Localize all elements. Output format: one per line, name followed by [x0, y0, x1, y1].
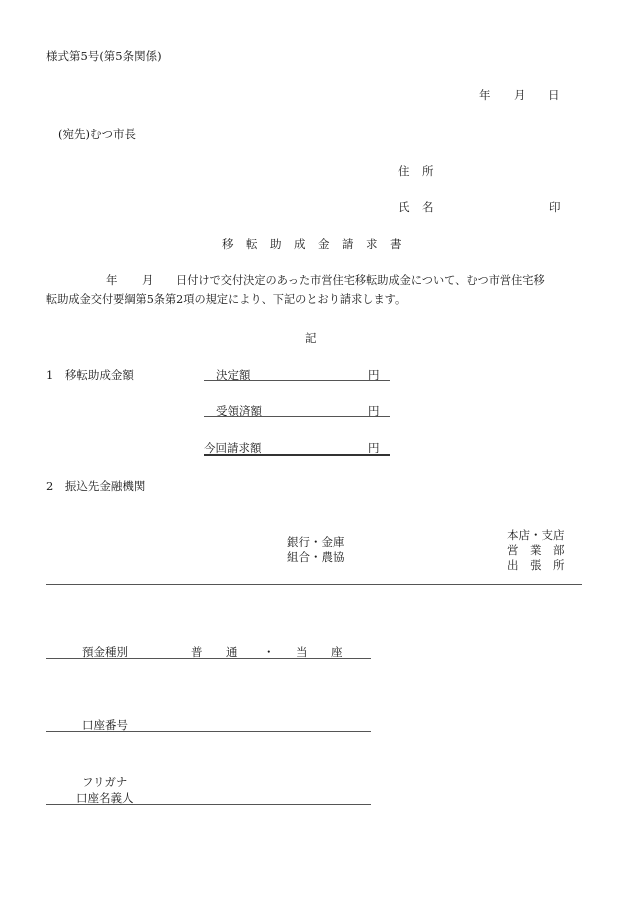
request-amount-label: 今回請求額 [204, 441, 262, 455]
body-line-2: 転助成金交付要綱第5条第2項の規定により、下記のとおり請求します。 [46, 293, 407, 306]
title-char: 移 [222, 237, 234, 251]
item2-label: 2 振込先金融機関 [46, 479, 146, 493]
title-char: 転 [246, 237, 258, 251]
account-holder-line [46, 804, 371, 805]
date-month: 月 [514, 88, 526, 102]
furigana-label: フリガナ [82, 775, 128, 789]
date-day: 日 [548, 88, 560, 102]
seal-mark: 印 [549, 200, 561, 214]
request-amount-line [204, 454, 390, 456]
decided-amount-unit: 円 [368, 368, 380, 382]
account-type-option: 通 [226, 645, 238, 659]
decided-amount-label: 決定額 [216, 368, 251, 382]
account-type-line [46, 658, 371, 659]
decided-amount-line [204, 380, 390, 381]
title-char: 成 [294, 237, 306, 251]
received-amount-label: 受領済額 [216, 404, 262, 418]
account-type-option: ・ [263, 645, 275, 659]
item1-label: 1 移転助成金額 [46, 368, 134, 382]
account-number-line [46, 731, 371, 732]
name-label-1: 氏 [398, 200, 410, 214]
account-type-option: 普 [191, 645, 203, 659]
body-year: 年 [106, 273, 118, 287]
addressee: (宛先)むつ市長 [58, 127, 136, 141]
account-type-label: 預金種別 [82, 645, 128, 659]
request-amount-unit: 円 [368, 441, 380, 455]
address-label-2: 所 [422, 164, 434, 178]
bank-type-2: 組合・農協 [287, 550, 345, 564]
form-number: 様式第5号(第5条関係) [46, 49, 162, 63]
branch-type-1: 本店・支店 [507, 528, 565, 542]
account-type-option: 座 [331, 645, 343, 659]
account-holder-label: 口座名義人 [76, 791, 134, 805]
account-number-label: 口座番号 [82, 718, 128, 732]
title-char: 金 [318, 237, 330, 251]
bank-type-1: 銀行・金庫 [287, 535, 345, 549]
name-label-2: 名 [422, 200, 434, 214]
title-char: 求 [366, 237, 378, 251]
date-year: 年 [479, 88, 491, 102]
received-amount-line [204, 416, 390, 417]
body-line-1: 日付けで交付決定のあった市営住宅移転助成金について、むつ市営住宅移 [176, 274, 545, 287]
branch-type-2: 営 業 部 [507, 543, 565, 557]
received-amount-unit: 円 [368, 404, 380, 418]
address-label-1: 住 [398, 164, 410, 178]
body-month: 月 [142, 273, 154, 287]
bank-line [46, 584, 582, 585]
branch-type-3: 出 張 所 [507, 558, 565, 572]
title-char: 助 [270, 237, 282, 251]
title-char: 書 [390, 237, 402, 251]
account-type-option: 当 [296, 645, 308, 659]
title-char: 請 [342, 237, 354, 251]
ki-heading: 記 [305, 331, 317, 345]
